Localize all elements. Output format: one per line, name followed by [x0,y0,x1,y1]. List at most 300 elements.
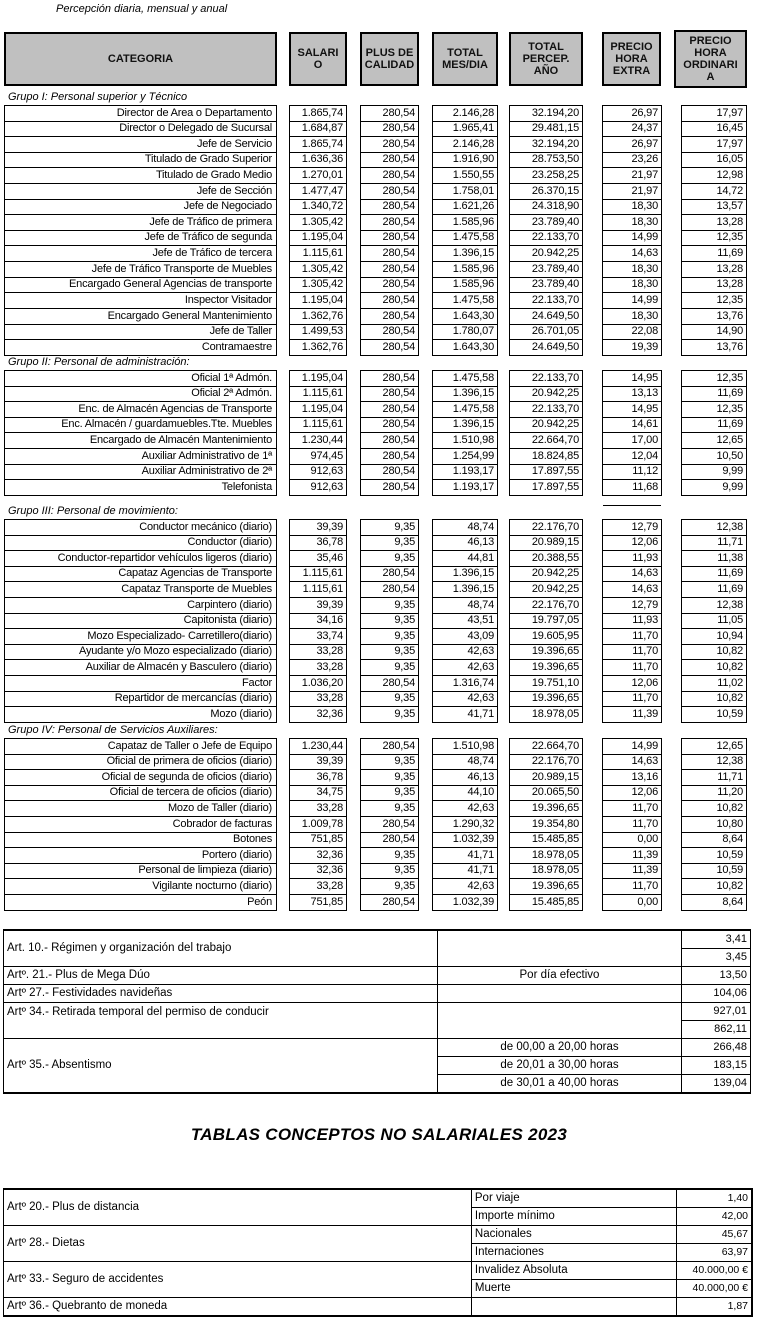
cell-plus-calidad: 9,35 [360,754,419,770]
cell-plus-calidad: 280,54 [360,105,419,122]
cell-precio-ordinaria: 9,99 [681,480,747,496]
header-text: TOTAL [447,47,483,59]
cell-categoria: Jefe de Servicio [4,137,277,153]
table-row [4,1226,753,1244]
cell-salario: 33,28 [289,660,347,676]
cell-total-mes: 41,71 [432,848,498,864]
cell-total-mes: 48,74 [432,754,498,770]
art34-value-1: 927,01 [681,1003,750,1021]
cell-categoria: Mozo de Taller (diario) [4,801,277,817]
cell-total-anio: 20.942,25 [509,246,583,262]
cell-total-mes: 2.146,28 [432,137,498,153]
art34-label: Artº 34.- Retirada temporal del permiso de conducir [4,1003,438,1039]
cell-total-anio: 24.318,90 [509,199,583,215]
cell-plus-calidad: 280,54 [360,199,419,215]
cell-precio-extra: 12,04 [602,449,662,465]
cell-total-anio: 22.176,70 [509,754,583,770]
art28-label: Artº 28.- Dietas [4,1226,472,1262]
cell-precio-ordinaria: 11,69 [681,246,747,262]
cell-precio-ordinaria: 16,05 [681,152,747,168]
cell-total-mes: 1.475,58 [432,230,498,246]
cell-total-mes: 43,51 [432,613,498,629]
cell-precio-ordinaria: 14,90 [681,324,747,340]
cell-categoria: Ayudante y/o Mozo especializado (diario) [4,644,277,660]
cell-salario: 974,45 [289,449,347,465]
cell-plus-calidad: 9,35 [360,551,419,567]
cell-total-anio: 19.354,80 [509,817,583,833]
art20-item-2-value: 42,00 [677,1208,752,1226]
cell-total-mes: 46,13 [432,535,498,551]
separator-line [603,505,661,506]
cell-plus-calidad: 280,54 [360,676,419,692]
cell-plus-calidad: 9,35 [360,770,419,786]
cell-categoria: Encargado General Mantenimiento [4,309,277,325]
art10-value-1: 3,41 [681,930,750,949]
cell-salario: 34,75 [289,785,347,801]
cell-precio-ordinaria: 10,80 [681,817,747,833]
art21-value: 13,50 [681,967,750,985]
cell-salario: 32,36 [289,863,347,879]
cell-salario: 32,36 [289,707,347,723]
cell-total-mes: 1.193,17 [432,464,498,480]
cell-plus-calidad: 280,54 [360,340,419,356]
header-text: HORA [615,53,648,65]
cell-plus-calidad: 280,54 [360,309,419,325]
cell-total-anio: 19.396,65 [509,644,583,660]
table-row [4,1298,753,1317]
art33-item-1-detail: Invalidez Absoluta [471,1262,676,1280]
cell-categoria: Enc. Almacén / guardamuebles.Tte. Muebles [4,417,277,433]
cell-precio-ordinaria: 10,94 [681,629,747,645]
art28-item-2-value: 63,97 [677,1244,752,1262]
header-precio-ordinaria [674,30,747,88]
header-text: EXTRA [612,65,651,77]
cell-total-mes: 1.396,15 [432,566,498,582]
cell-salario: 1.305,42 [289,277,347,293]
cell-salario: 1.340,72 [289,199,347,215]
cell-precio-extra: 13,16 [602,770,662,786]
cell-precio-ordinaria: 12,35 [681,293,747,309]
cell-plus-calidad: 280,54 [360,137,419,153]
cell-salario: 1.636,36 [289,152,347,168]
art20-item-1-detail: Por viaje [471,1189,676,1208]
cell-total-anio: 15.485,85 [509,832,583,848]
cell-total-anio: 17.897,55 [509,480,583,496]
group-title: Grupo II: Personal de administración: [8,356,190,368]
cell-categoria: Jefe de Tráfico Transporte de Muebles [4,262,277,278]
cell-plus-calidad: 280,54 [360,370,419,387]
header-text: PLUS DE [365,47,414,59]
cell-categoria: Director o Delegado de Sucursal [4,121,277,137]
cell-precio-ordinaria: 12,98 [681,168,747,184]
cell-plus-calidad: 280,54 [360,566,419,582]
cell-precio-ordinaria: 14,72 [681,184,747,200]
cell-salario: 912,63 [289,464,347,480]
cell-precio-extra: 11,70 [602,691,662,707]
cell-total-mes: 44,81 [432,551,498,567]
art35-label: Artº 35.- Absentismo [4,1039,438,1094]
cell-categoria: Capataz de Taller o Jefe de Equipo [4,738,277,755]
cell-precio-extra: 14,95 [602,402,662,418]
cell-plus-calidad: 280,54 [360,464,419,480]
cell-total-anio: 22.133,70 [509,293,583,309]
cell-salario: 1.305,42 [289,215,347,231]
art33-label: Artº 33.- Seguro de accidentes [4,1262,472,1298]
cell-total-anio: 19.797,05 [509,613,583,629]
cell-total-anio: 20.942,25 [509,582,583,598]
cell-precio-extra: 0,00 [602,832,662,848]
cell-plus-calidad: 280,54 [360,121,419,137]
cell-precio-extra: 11,39 [602,848,662,864]
cell-total-anio: 19.396,65 [509,660,583,676]
cell-total-mes: 1.396,15 [432,386,498,402]
cell-precio-extra: 11,70 [602,660,662,676]
cell-total-mes: 1.316,74 [432,676,498,692]
articles-table [3,929,751,1094]
cell-total-anio: 22.176,70 [509,519,583,536]
cell-precio-extra: 26,97 [602,137,662,153]
cell-total-mes: 41,71 [432,707,498,723]
cell-precio-extra: 14,61 [602,417,662,433]
art33-item-2-detail: Muerte [471,1280,676,1298]
header-categoria-label: CATEGORIA [107,53,174,65]
cell-total-mes: 1.475,58 [432,370,498,387]
cell-plus-calidad: 280,54 [360,324,419,340]
cell-precio-extra: 19,39 [602,340,662,356]
cell-salario: 1.115,61 [289,386,347,402]
cell-precio-ordinaria: 11,20 [681,785,747,801]
cell-total-mes: 1.965,41 [432,121,498,137]
cell-plus-calidad: 9,35 [360,848,419,864]
cell-precio-ordinaria: 10,82 [681,691,747,707]
header-text: SALARI [297,47,339,59]
cell-categoria: Carpintero (diario) [4,598,277,614]
art21-label: Artº. 21.- Plus de Mega Dúo [4,967,438,985]
cell-precio-ordinaria: 10,59 [681,707,747,723]
cell-plus-calidad: 280,54 [360,449,419,465]
cell-precio-ordinaria: 17,97 [681,137,747,153]
cell-total-mes: 42,63 [432,660,498,676]
cell-plus-calidad: 280,54 [360,480,419,496]
cell-total-anio: 20.388,55 [509,551,583,567]
cell-plus-calidad: 280,54 [360,277,419,293]
group-title: Grupo IV: Personal de Servicios Auxiliares: [8,724,218,736]
cell-plus-calidad: 9,35 [360,801,419,817]
cell-total-mes: 1.396,15 [432,582,498,598]
cell-total-anio: 22.133,70 [509,402,583,418]
cell-total-mes: 46,13 [432,770,498,786]
cell-precio-ordinaria: 16,45 [681,121,747,137]
cell-categoria: Capataz Transporte de Muebles [4,582,277,598]
header-text: O [313,59,323,71]
art21-detail: Por día efectivo [438,967,682,985]
cell-precio-ordinaria: 12,35 [681,370,747,387]
art36-detail [471,1298,676,1317]
art28-item-1-value: 45,67 [677,1226,752,1244]
cell-total-anio: 20.989,15 [509,770,583,786]
cell-precio-ordinaria: 11,02 [681,676,747,692]
cell-total-mes: 1.193,17 [432,480,498,496]
art35-tier-1-value: 266,48 [681,1039,750,1057]
cell-categoria: Inspector Visitador [4,293,277,309]
cell-salario: 39,39 [289,519,347,536]
cell-total-mes: 48,74 [432,519,498,536]
cell-precio-ordinaria: 12,65 [681,738,747,755]
cell-total-anio: 24.649,50 [509,309,583,325]
cell-plus-calidad: 9,35 [360,879,419,895]
cell-total-mes: 1.643,30 [432,340,498,356]
cell-plus-calidad: 280,54 [360,817,419,833]
cell-precio-extra: 21,97 [602,184,662,200]
cell-precio-extra: 11,68 [602,480,662,496]
cell-salario: 1.865,74 [289,137,347,153]
cell-salario: 1.305,42 [289,262,347,278]
header-text: HORA [694,47,727,59]
cell-plus-calidad: 9,35 [360,707,419,723]
cell-precio-ordinaria: 11,69 [681,582,747,598]
cell-precio-ordinaria: 9,99 [681,464,747,480]
cell-total-anio: 18.978,05 [509,863,583,879]
cell-precio-extra: 22,08 [602,324,662,340]
cell-categoria: Conductor mecánico (diario) [4,519,277,536]
cell-categoria: Oficial de segunda de oficios (diario) [4,770,277,786]
cell-precio-extra: 14,95 [602,370,662,387]
cell-total-anio: 19.751,10 [509,676,583,692]
cell-plus-calidad: 280,54 [360,246,419,262]
art34-value-2: 862,11 [681,1021,750,1039]
cell-plus-calidad: 280,54 [360,386,419,402]
cell-plus-calidad: 9,35 [360,644,419,660]
header-text: A [706,71,715,83]
cell-precio-extra: 13,13 [602,386,662,402]
cell-categoria: Jefe de Sección [4,184,277,200]
cell-salario: 1.230,44 [289,738,347,755]
cell-precio-extra: 26,97 [602,105,662,122]
cell-categoria: Jefe de Tráfico de tercera [4,246,277,262]
cell-salario: 1.009,78 [289,817,347,833]
cell-total-anio: 20.942,25 [509,417,583,433]
cell-precio-extra: 11,39 [602,863,662,879]
cell-precio-ordinaria: 11,71 [681,535,747,551]
cell-plus-calidad: 280,54 [360,402,419,418]
cell-precio-extra: 18,30 [602,277,662,293]
cell-salario: 1.477,47 [289,184,347,200]
cell-precio-extra: 21,97 [602,168,662,184]
cell-precio-ordinaria: 11,38 [681,551,747,567]
cell-total-mes: 1.585,96 [432,277,498,293]
table-row [4,967,751,985]
cell-total-anio: 20.065,50 [509,785,583,801]
cell-plus-calidad: 9,35 [360,660,419,676]
cell-precio-extra: 23,26 [602,152,662,168]
cell-precio-ordinaria: 10,82 [681,644,747,660]
cell-total-anio: 20.942,25 [509,566,583,582]
cell-precio-ordinaria: 10,59 [681,863,747,879]
cell-precio-ordinaria: 13,57 [681,199,747,215]
cell-salario: 33,28 [289,691,347,707]
cell-total-mes: 43,09 [432,629,498,645]
header-text: MES/DIA [442,59,488,71]
cell-precio-extra: 11,39 [602,707,662,723]
table-row [4,985,751,1003]
cell-categoria: Encargado General Agencias de transporte [4,277,277,293]
cell-precio-extra: 12,79 [602,598,662,614]
cell-plus-calidad: 280,54 [360,152,419,168]
cell-total-mes: 1.032,39 [432,832,498,848]
cell-salario: 36,78 [289,770,347,786]
header-text: ORDINARI [683,59,738,71]
cell-precio-extra: 12,06 [602,785,662,801]
cell-plus-calidad: 280,54 [360,293,419,309]
cell-total-anio: 32.194,20 [509,105,583,122]
cell-precio-extra: 11,12 [602,464,662,480]
table-row [4,1262,753,1280]
cell-precio-extra: 18,30 [602,215,662,231]
header-total-anio [509,32,583,86]
cell-total-anio: 26.370,15 [509,184,583,200]
cell-salario: 39,39 [289,598,347,614]
art33-item-1-value: 40.000,00 € [677,1262,752,1280]
cell-plus-calidad: 9,35 [360,598,419,614]
cell-precio-extra: 11,93 [602,551,662,567]
cell-categoria: Cobrador de facturas [4,817,277,833]
group-title: Grupo I: Personal superior y Técnico [8,91,188,103]
cell-precio-extra: 14,63 [602,582,662,598]
cell-categoria: Auxiliar Administrativo de 1ª [4,449,277,465]
art36-value: 1,87 [677,1298,752,1317]
cell-total-mes: 1.290,32 [432,817,498,833]
cell-plus-calidad: 9,35 [360,629,419,645]
cell-precio-extra: 11,70 [602,817,662,833]
cell-salario: 751,85 [289,895,347,911]
cell-precio-ordinaria: 12,38 [681,519,747,536]
art35-tier-2-value: 183,15 [681,1057,750,1075]
table-row [4,1189,753,1208]
cell-salario: 34,16 [289,613,347,629]
cell-total-mes: 42,63 [432,691,498,707]
art28-item-2-detail: Internaciones [471,1244,676,1262]
cell-categoria: Jefe de Taller [4,324,277,340]
cell-precio-ordinaria: 17,97 [681,105,747,122]
cell-categoria: Titulado de Grado Superior [4,152,277,168]
cell-categoria: Auxiliar Administrativo de 2ª [4,464,277,480]
cell-total-mes: 1.254,99 [432,449,498,465]
cell-total-mes: 44,10 [432,785,498,801]
cell-total-mes: 1.780,07 [432,324,498,340]
cell-precio-ordinaria: 12,35 [681,230,747,246]
cell-categoria: Telefonista [4,480,277,496]
cell-plus-calidad: 280,54 [360,832,419,848]
cell-precio-extra: 14,99 [602,230,662,246]
table-row [4,1039,751,1057]
non-salary-title: TABLAS CONCEPTOS NO SALARIALES 2023 [190,1125,568,1144]
cell-total-anio: 26.701,05 [509,324,583,340]
cell-total-mes: 1.032,39 [432,895,498,911]
cell-total-mes: 1.621,26 [432,199,498,215]
cell-categoria: Titulado de Grado Medio [4,168,277,184]
cell-precio-extra: 18,30 [602,199,662,215]
cell-precio-ordinaria: 13,76 [681,309,747,325]
cell-categoria: Enc. de Almacén Agencias de Transporte [4,402,277,418]
cell-precio-extra: 14,63 [602,246,662,262]
cell-plus-calidad: 280,54 [360,168,419,184]
cell-total-mes: 1.550,55 [432,168,498,184]
cell-salario: 1.195,04 [289,230,347,246]
cell-salario: 1.115,61 [289,417,347,433]
cell-categoria: Jefe de Negociado [4,199,277,215]
cell-categoria: Oficial de tercera de oficios (diario) [4,785,277,801]
art35-tier-1-detail: de 00,00 a 20,00 horas [438,1039,682,1057]
cell-total-anio: 22.133,70 [509,230,583,246]
cell-plus-calidad: 280,54 [360,230,419,246]
cell-categoria: Jefe de Tráfico de primera [4,215,277,231]
cell-total-anio: 19.605,95 [509,629,583,645]
cell-precio-ordinaria: 8,64 [681,832,747,848]
cell-plus-calidad: 9,35 [360,785,419,801]
cell-precio-ordinaria: 12,35 [681,402,747,418]
art10-label: Art. 10.- Régimen y organización del trabajo [4,930,438,967]
art33-item-2-value: 40.000,00 € [677,1280,752,1298]
art20-item-2-detail: Importe mínimo [471,1208,676,1226]
cell-categoria: Conductor-repartidor vehículos ligeros (diario) [4,551,277,567]
cell-salario: 33,74 [289,629,347,645]
cell-plus-calidad: 280,54 [360,215,419,231]
cell-categoria: Auxiliar de Almacén y Basculero (diario) [4,660,277,676]
cell-precio-ordinaria: 10,59 [681,848,747,864]
cell-total-anio: 22.664,70 [509,738,583,755]
cell-salario: 1.115,61 [289,582,347,598]
header-salario [289,32,347,86]
cell-total-anio: 24.649,50 [509,340,583,356]
cell-salario: 1.499,53 [289,324,347,340]
cell-categoria: Encargado de Almacén Mantenimiento [4,433,277,449]
cell-total-mes: 41,71 [432,863,498,879]
cell-total-mes: 1.510,98 [432,433,498,449]
cell-total-anio: 22.176,70 [509,598,583,614]
cell-precio-ordinaria: 13,28 [681,262,747,278]
cell-salario: 1.684,87 [289,121,347,137]
header-plus-calidad [360,32,419,86]
cell-plus-calidad: 9,35 [360,613,419,629]
cell-precio-extra: 11,70 [602,879,662,895]
cell-total-anio: 19.396,65 [509,691,583,707]
cell-plus-calidad: 9,35 [360,863,419,879]
art27-value: 104,06 [681,985,750,1003]
cell-salario: 1.230,44 [289,433,347,449]
art10-value-2: 3,45 [681,949,750,967]
cell-total-mes: 2.146,28 [432,105,498,122]
non-salary-table [3,1188,753,1317]
cell-categoria: Oficial 2ª Admón. [4,386,277,402]
cell-plus-calidad: 280,54 [360,184,419,200]
cell-total-anio: 17.897,55 [509,464,583,480]
cell-categoria: Vigilante nocturno (diario) [4,879,277,895]
art28-item-1-detail: Nacionales [471,1226,676,1244]
cell-total-anio: 29.481,15 [509,121,583,137]
cell-categoria: Peón [4,895,277,911]
cell-categoria: Oficial 1ª Admón. [4,370,277,387]
header-total-mes [432,32,498,86]
cell-precio-ordinaria: 10,82 [681,660,747,676]
cell-plus-calidad: 280,54 [360,433,419,449]
cell-total-anio: 20.989,15 [509,535,583,551]
group-title: Grupo III: Personal de movimiento: [8,505,178,517]
cell-categoria: Director de Area o Departamento [4,105,277,122]
cell-precio-ordinaria: 11,05 [681,613,747,629]
cell-precio-ordinaria: 10,82 [681,801,747,817]
art35-tier-3-value: 139,04 [681,1075,750,1094]
cell-plus-calidad: 280,54 [360,895,419,911]
